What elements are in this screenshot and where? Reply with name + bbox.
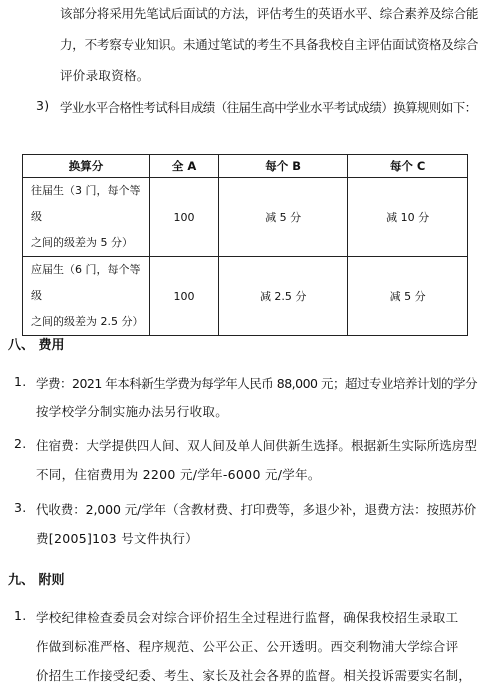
cell-full-a: 100 [150, 178, 219, 257]
list-item-line: 学费：2021 年本科新生学费为每学年人民币 88,000 元；超过专业培养计划的学分 [36, 376, 477, 391]
list-item-line: 费[2005]103 号文件执行） [36, 531, 198, 546]
paragraph-line: 力，不考察专业知识。未通过笔试的考生不具备我校自主评估面试资格及综合 [60, 37, 479, 52]
row-label-line: 之间的级差为 5 分） [31, 236, 133, 249]
conversion-table [22, 154, 468, 336]
header-cell: 全 A [150, 155, 219, 178]
table-row [23, 178, 468, 257]
header-cell: 每个 C [348, 155, 468, 178]
cell-each-b: 减 5 分 [219, 178, 348, 257]
item-number: 2. [14, 436, 27, 451]
list-item-line: 作做到标准严格、程序规范、公平公正、公开透明。西交利物浦大学综合评 [36, 639, 459, 654]
section-heading: 八、 费用 [8, 338, 65, 353]
cell-each-c: 减 10 分 [348, 178, 468, 257]
header-cell: 换算分 [23, 155, 150, 178]
row-label [23, 257, 150, 336]
item-number: 1. [14, 374, 27, 389]
cell-each-b: 减 2.5 分 [219, 257, 348, 336]
row-label-line: 之间的级差为 2.5 分） [31, 315, 144, 328]
row-label-line: 应届生（6 门，每个等级 [31, 263, 141, 302]
list-item-line: 住宿费：大学提供四人间、双人间及单人间供新生选择。根据新生实际所选房型 [36, 438, 478, 453]
paragraph-line: 该部分将采用先笔试后面试的方法，评估考生的英语水平、综合素养及综合能 [60, 6, 479, 21]
cell-each-c: 减 5 分 [348, 257, 468, 336]
section-heading: 九、 附则 [8, 573, 65, 588]
list-item-line: 按学校学分制实施办法另行收取。 [36, 404, 229, 419]
item-number: 3. [14, 500, 27, 515]
table-header-row [23, 155, 468, 178]
item-number: 3) [36, 98, 50, 113]
list-item-line: 学校纪律检查委员会对综合评价招生全过程进行监督，确保我校招生录取工 [36, 610, 459, 625]
paragraph-line: 评价录取资格。 [60, 68, 150, 83]
row-label-line: 往届生（3 门，每个等级 [31, 184, 141, 223]
header-cell: 每个 B [219, 155, 348, 178]
cell-full-a: 100 [150, 257, 219, 336]
list-item-line: 不同，住宿费用为 2200 元/学年-6000 元/学年。 [36, 467, 321, 482]
row-label [23, 178, 150, 257]
list-item-line: 代收费：2,000 元/学年（含教材费、打印费等，多退少补，退费方法：按照苏价 [36, 502, 477, 517]
item-text: 学业水平合格性考试科目成绩（往届生高中学业水平考试成绩）换算规则如下： [60, 100, 477, 115]
item-number: 1. [14, 608, 27, 623]
list-item-line: 价招生工作接受纪委、考生、家长及社会各界的监督。相关投诉需要实名制， [36, 668, 472, 683]
table-row [23, 257, 468, 336]
